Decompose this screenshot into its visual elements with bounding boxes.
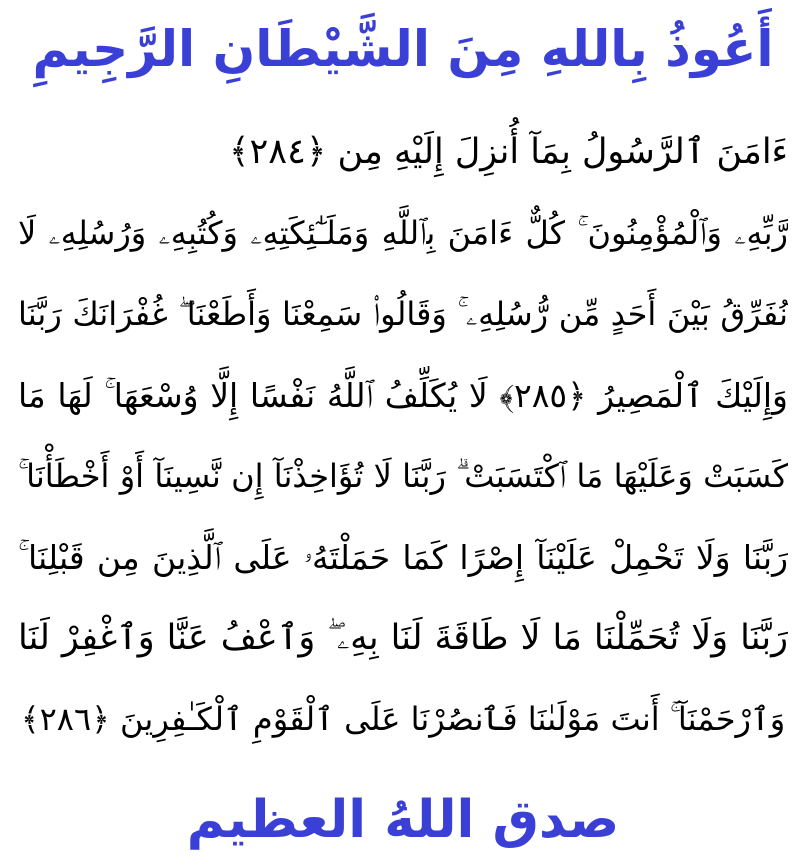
verse-text-block	[18, 112, 788, 760]
verse-line: رَبَّنَا وَلَا تُحَمِّلْنَا مَا لَا طَاقَةَ لَنَا بِهِۦ ۖ وَٱعْفُ عَنَّا وَٱغْفِرْ لَنَا	[18, 618, 788, 658]
verse-line: وَٱرْحَمْنَآ ۚ أَنتَ مَوْلَىٰنَا فَٱنصُرْنَا عَلَى ٱلْقَوْمِ ٱلْكَـٰفِرِينَ ﴿٢٨٦﴾	[20, 700, 786, 738]
verse-line: رَبَّنَا وَلَا تَحْمِلْ عَلَيْنَآ إِصْرًا كَمَا حَمَلْتَهُۥ عَلَى ٱلَّذِينَ مِن قَبْلِنَا ۚ	[18, 538, 788, 577]
verse-line: نُفَرِّقُ بَيْنَ أَحَدٍ مِّن رُّسُلِهِۦ ۚ وَقَالُوا۟ سَمِعْنَا وَأَطَعْنَا ۖ غُفْرَانَكَ رَبَّنَا	[18, 295, 788, 333]
verse-line: كَسَبَتْ وَعَلَيْهَا مَا ٱكْتَسَبَتْ ۗ رَبَّنَا لَا تُؤَاخِذْنَآ إِن نَّسِينَآ أَوْ أَخْطَأْنَا ۚ	[18, 457, 788, 495]
verse-line: ءَامَنَ ٱلرَّسُولُ بِمَآ أُنزِلَ إِلَيْهِ مِن ﴿٢٨٤﴾	[228, 132, 788, 172]
sadaqallah-closing: صدق اللهُ العظيم	[186, 790, 620, 850]
verse-line: رَّبِّهِۦ وَٱلْمُؤْمِنُونَ ۚ كُلٌّ ءَامَنَ بِٱللَّهِ وَمَلَـٰٓئِكَتِهِۦ وَكُتُبِهِۦ وَرُسُلِهِۦ لَا	[18, 214, 788, 252]
taawwudh-heading: أَعُوذُ بِاللهِ مِنَ الشَّيْطَانِ الرَّجِيمِ	[32, 20, 774, 78]
verse-line: وَإِلَيْكَ ٱلْمَصِيرُ ﴿٢٨٥﴾ لَا يُكَلِّفُ ٱللَّهُ نَفْسًا إِلَّا وُسْعَهَا ۚ لَهَا مَا	[18, 376, 788, 415]
